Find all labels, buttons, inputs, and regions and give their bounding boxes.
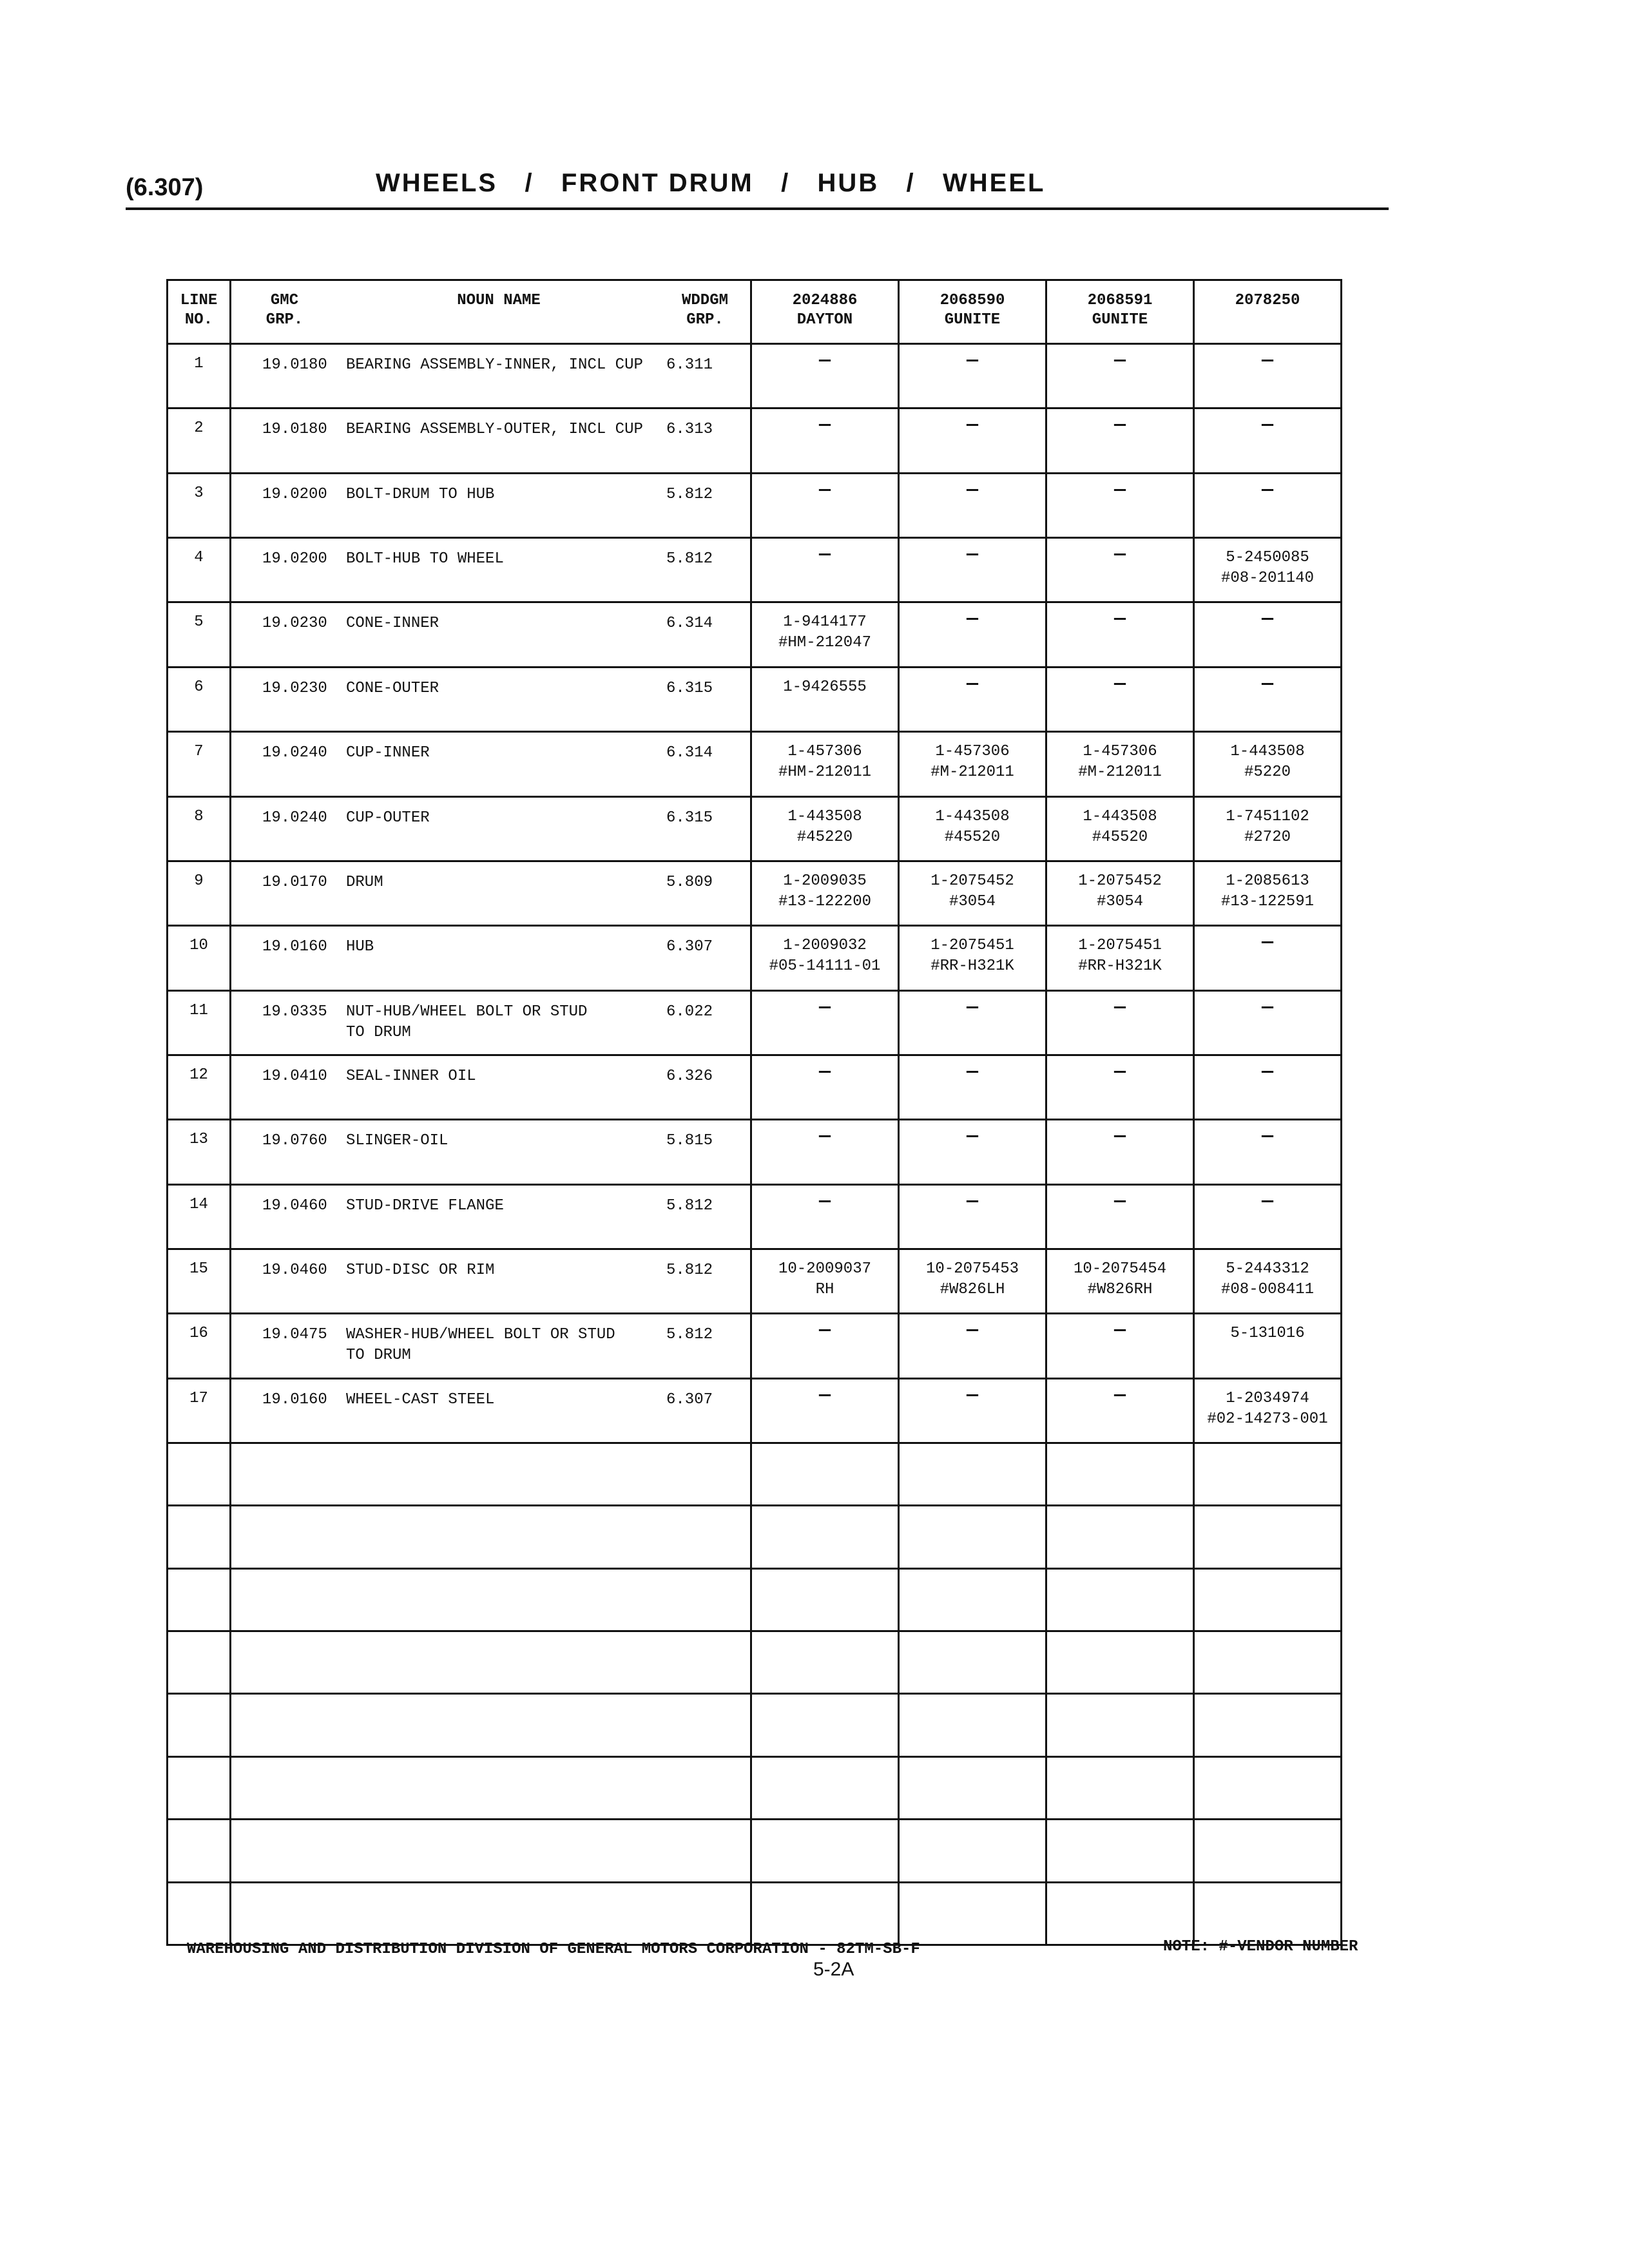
noun-name: STUD-DISC OR RIM — [346, 1262, 495, 1280]
not-applicable-dash: — — [1261, 414, 1273, 437]
part-number-cell — [899, 344, 1046, 408]
part-number-cell — [751, 1120, 899, 1184]
table-row — [168, 473, 1342, 537]
not-applicable-dash: — — [818, 1061, 831, 1083]
part-number-cell — [1046, 1249, 1194, 1314]
gmc-group: 19.0475 — [262, 1326, 327, 1344]
part-number-cell — [899, 667, 1046, 731]
noun-name: CUP-INNER — [346, 744, 430, 762]
line-number: 2 — [194, 419, 204, 437]
not-applicable-dash: — — [818, 1384, 831, 1407]
line-number-cell — [168, 602, 231, 667]
part-number-cell — [1046, 1120, 1194, 1184]
table-row — [168, 1378, 1342, 1443]
noun-name: CONE-OUTER — [346, 679, 439, 697]
part-number-cell — [1046, 861, 1194, 925]
not-applicable-dash: — — [818, 350, 831, 372]
part-number-cell — [1046, 344, 1194, 408]
table-header-row — [168, 280, 1342, 344]
line-number: 16 — [189, 1325, 208, 1343]
page-header — [126, 162, 1389, 214]
not-applicable-dash: — — [966, 479, 978, 501]
wddgm-group: 5.815 — [666, 1132, 713, 1150]
page-number: 5-2A — [813, 1959, 854, 1980]
wddgm-group: 6.307 — [666, 1390, 713, 1408]
table-row — [168, 1184, 1342, 1249]
description-cell — [231, 1314, 751, 1378]
line-number: 1 — [194, 355, 204, 372]
not-applicable-dash: — — [818, 544, 831, 566]
table-row — [168, 732, 1342, 796]
part-number-cell — [751, 1055, 899, 1119]
part-number: 1-9426555 — [783, 678, 867, 696]
line-number: 8 — [194, 807, 204, 825]
part-number: 1-443508 #45520 — [1083, 807, 1157, 846]
part-number-cell — [1046, 473, 1194, 537]
line-number: 3 — [194, 484, 204, 502]
not-applicable-dash: — — [818, 1320, 831, 1342]
table-row — [168, 990, 1342, 1055]
part-number-cell — [751, 602, 899, 667]
line-number-cell — [168, 1249, 231, 1314]
not-applicable-dash: — — [966, 996, 978, 1019]
part-number-cell — [899, 796, 1046, 861]
gmc-group: 19.0230 — [262, 679, 327, 697]
wddgm-group: 5.812 — [666, 550, 713, 568]
part-number: 1-2075451 #RR-H321K — [930, 937, 1014, 975]
wddgm-group: 5.809 — [666, 873, 713, 891]
part-number: 1-2075451 #RR-H321K — [1078, 937, 1162, 975]
part-number-cell — [751, 1184, 899, 1249]
part-number-cell — [1046, 732, 1194, 796]
table-row — [168, 1120, 1342, 1184]
gmc-group: 19.0460 — [262, 1262, 327, 1280]
part-number-cell — [1194, 990, 1342, 1055]
part-number: 1-2085613 #13-122591 — [1220, 872, 1315, 910]
gmc-group: 19.0240 — [262, 744, 327, 762]
description-cell — [231, 1184, 751, 1249]
col-header-part-2024886: 2024886 DAYTON — [751, 280, 899, 344]
table-row — [168, 602, 1342, 667]
part-number: 1-443508 #45520 — [935, 807, 1010, 846]
part-number: 1-2075452 #3054 — [930, 872, 1014, 910]
part-number: 10-2009037 RH — [778, 1260, 872, 1299]
table-row — [168, 538, 1342, 602]
not-applicable-dash: — — [1113, 544, 1126, 566]
part-number-cell — [751, 344, 899, 408]
description-cell — [231, 408, 751, 473]
part-number: 10-2075454 #W826RH — [1073, 1260, 1167, 1299]
gmc-group: 19.0200 — [262, 550, 327, 568]
col-header-noun-name: NOUN NAME — [457, 292, 541, 309]
not-applicable-dash: — — [818, 1190, 831, 1213]
part-number-cell — [899, 861, 1046, 925]
part-number-cell — [899, 732, 1046, 796]
part-number-cell — [899, 990, 1046, 1055]
wddgm-group: 5.812 — [666, 1262, 713, 1280]
wddgm-group: 5.812 — [666, 485, 713, 503]
noun-name: BEARING ASSEMBLY-INNER, INCL CUP — [346, 356, 643, 374]
col-header-part-2068590: 2068590 GUNITE — [899, 280, 1046, 344]
part-number-cell — [1046, 1378, 1194, 1443]
part-number-cell — [899, 1055, 1046, 1119]
part-number-cell — [899, 1184, 1046, 1249]
part-number: 1-457306 #M-212011 — [930, 743, 1014, 782]
noun-name: WHEEL-CAST STEEL — [346, 1390, 495, 1408]
part-number: 1-2009032 #05-14111-01 — [769, 937, 881, 975]
noun-name: WASHER-HUB/WHEEL BOLT OR STUD TO DRUM — [346, 1326, 615, 1365]
line-number-cell — [168, 732, 231, 796]
description-cell — [231, 344, 751, 408]
part-number: 1-443508 #45220 — [787, 807, 862, 846]
wddgm-group: 6.326 — [666, 1067, 713, 1085]
description-cell — [231, 796, 751, 861]
part-number-cell — [751, 408, 899, 473]
description-cell — [231, 732, 751, 796]
part-number-cell — [1046, 796, 1194, 861]
line-number: 6 — [194, 678, 204, 696]
not-applicable-dash: — — [1113, 479, 1126, 501]
not-applicable-dash: — — [966, 1320, 978, 1342]
not-applicable-dash: — — [966, 350, 978, 372]
wddgm-group: 6.315 — [666, 679, 713, 697]
part-number-cell — [1194, 1249, 1342, 1314]
noun-name: DRUM — [346, 873, 383, 891]
noun-name: NUT-HUB/WHEEL BOLT OR STUD TO DRUM — [346, 1003, 588, 1041]
part-number: 1-457306 #M-212011 — [1078, 743, 1162, 782]
part-number-cell — [1046, 1055, 1194, 1119]
part-number-cell — [1194, 861, 1342, 925]
line-number: 5 — [194, 613, 204, 631]
gmc-group: 19.0200 — [262, 485, 327, 503]
description-cell — [231, 1120, 751, 1184]
not-applicable-dash: — — [966, 544, 978, 566]
not-applicable-dash: — — [966, 673, 978, 695]
col-header-wddgm-grp: WDDGM GRP. — [681, 292, 728, 329]
empty-row — [168, 1568, 1342, 1631]
line-number-cell — [168, 1378, 231, 1443]
not-applicable-dash: — — [818, 414, 831, 437]
empty-row — [168, 1820, 1342, 1882]
gmc-group: 19.0460 — [262, 1196, 327, 1215]
part-number: 5-2450085 #08-201140 — [1220, 549, 1315, 588]
gmc-group: 19.0160 — [262, 1390, 327, 1408]
line-number: 14 — [189, 1195, 208, 1213]
table-row — [168, 667, 1342, 731]
line-number: 12 — [189, 1066, 208, 1084]
noun-name: STUD-DRIVE FLANGE — [346, 1196, 504, 1215]
gmc-group: 19.0180 — [262, 421, 327, 439]
part-number: 5-2443312 #08-008411 — [1220, 1260, 1315, 1299]
part-number-cell — [899, 1314, 1046, 1378]
line-number: 11 — [189, 1001, 208, 1019]
table-row — [168, 344, 1342, 408]
col-header-part-2068591: 2068591 GUNITE — [1046, 280, 1194, 344]
section-number: (6.307) — [126, 174, 204, 201]
wddgm-group: 6.315 — [666, 809, 713, 827]
part-number-cell — [1194, 602, 1342, 667]
wddgm-group: 6.313 — [666, 421, 713, 439]
part-number: 1-7451102 #2720 — [1226, 807, 1309, 846]
noun-name: SEAL-INNER OIL — [346, 1067, 476, 1085]
part-number-cell — [751, 1378, 899, 1443]
noun-name: BOLT-HUB TO WHEEL — [346, 550, 504, 568]
col-header-part-2078250: 2078250 — [1194, 280, 1342, 344]
part-number-cell — [899, 1249, 1046, 1314]
part-number-cell — [1194, 1378, 1342, 1443]
not-applicable-dash: — — [966, 1190, 978, 1213]
line-number-cell — [168, 1184, 231, 1249]
part-number-cell — [1194, 667, 1342, 731]
part-number-cell — [751, 1249, 899, 1314]
part-number-cell — [1194, 1120, 1342, 1184]
gmc-group: 19.0160 — [262, 938, 327, 956]
gmc-group: 19.0230 — [262, 615, 327, 633]
table-row — [168, 1314, 1342, 1378]
noun-name: CONE-INNER — [346, 615, 439, 633]
wddgm-group: 5.812 — [666, 1326, 713, 1344]
line-number-cell — [168, 1055, 231, 1119]
parts-table — [166, 279, 1342, 1946]
not-applicable-dash: — — [1113, 1061, 1126, 1083]
line-number-cell — [168, 667, 231, 731]
wddgm-group: 5.812 — [666, 1196, 713, 1215]
line-number: 9 — [194, 872, 204, 890]
not-applicable-dash: — — [1113, 673, 1126, 695]
line-number-cell — [168, 344, 231, 408]
empty-row — [168, 1882, 1342, 1945]
not-applicable-dash: — — [966, 1061, 978, 1083]
line-number: 4 — [194, 549, 204, 567]
description-cell — [231, 1249, 751, 1314]
part-number-cell — [751, 538, 899, 602]
table-row — [168, 861, 1342, 925]
noun-name: SLINGER-OIL — [346, 1132, 448, 1150]
noun-name: BOLT-DRUM TO HUB — [346, 485, 495, 503]
gmc-group: 19.0180 — [262, 356, 327, 374]
part-number-cell — [899, 926, 1046, 990]
not-applicable-dash: — — [966, 1126, 978, 1148]
not-applicable-dash: — — [1113, 1384, 1126, 1407]
not-applicable-dash: — — [818, 1126, 831, 1148]
line-number-cell — [168, 796, 231, 861]
line-number: 13 — [189, 1131, 208, 1149]
part-number: 10-2075453 #W826LH — [925, 1260, 1019, 1299]
col-header-description — [231, 280, 751, 344]
part-number-cell — [751, 926, 899, 990]
part-number-cell — [899, 473, 1046, 537]
not-applicable-dash: — — [1113, 414, 1126, 437]
not-applicable-dash: — — [1113, 1320, 1126, 1342]
part-number-cell — [1194, 1314, 1342, 1378]
part-number-cell — [899, 538, 1046, 602]
part-number-cell — [1046, 990, 1194, 1055]
line-number-cell — [168, 473, 231, 537]
not-applicable-dash: — — [1113, 608, 1126, 631]
part-number-cell — [1046, 602, 1194, 667]
not-applicable-dash: — — [1261, 673, 1273, 695]
description-cell — [231, 667, 751, 731]
part-number-cell — [751, 473, 899, 537]
part-number-cell — [1194, 796, 1342, 861]
not-applicable-dash: — — [1113, 1126, 1126, 1148]
description-cell — [231, 473, 751, 537]
line-number-cell — [168, 861, 231, 925]
line-number: 17 — [189, 1389, 208, 1407]
part-number-cell — [1194, 1184, 1342, 1249]
not-applicable-dash: — — [1113, 996, 1126, 1019]
empty-row — [168, 1631, 1342, 1694]
part-number-cell — [1046, 1184, 1194, 1249]
description-cell — [231, 926, 751, 990]
line-number-cell — [168, 926, 231, 990]
line-number-cell — [168, 408, 231, 473]
footer-publisher: WAREHOUSING AND DISTRIBUTION DIVISION OF GENERAL MOTORS CORPORATION - 82TM-SB-F — [187, 1941, 920, 1958]
line-number-cell — [168, 1314, 231, 1378]
part-number-cell — [1046, 926, 1194, 990]
part-number-cell — [751, 796, 899, 861]
part-number: 5-131016 — [1230, 1325, 1305, 1343]
not-applicable-dash: — — [966, 608, 978, 631]
not-applicable-dash: — — [1261, 1190, 1273, 1213]
part-number-cell — [1046, 667, 1194, 731]
part-number-cell — [751, 732, 899, 796]
col-header-gmc-grp: GMC GRP. — [265, 292, 304, 329]
col-header-line-no: LINE NO. — [168, 280, 231, 344]
part-number-cell — [1046, 408, 1194, 473]
table-row — [168, 1055, 1342, 1119]
not-applicable-dash: — — [1113, 350, 1126, 372]
part-number-cell — [1194, 473, 1342, 537]
part-number-cell — [899, 408, 1046, 473]
noun-name: CUP-OUTER — [346, 809, 430, 827]
page-title: WHEELS / FRONT DRUM / HUB / WHEEL — [376, 169, 1046, 197]
part-number-cell — [1194, 926, 1342, 990]
not-applicable-dash: — — [1261, 1061, 1273, 1083]
part-number-cell — [899, 602, 1046, 667]
part-number: 1-9414177 #HM-212047 — [778, 613, 872, 652]
line-number-cell — [168, 538, 231, 602]
wddgm-group: 6.307 — [666, 938, 713, 956]
not-applicable-dash: — — [1261, 932, 1273, 954]
line-number: 7 — [194, 743, 204, 761]
wddgm-group: 6.311 — [666, 356, 713, 374]
not-applicable-dash: — — [1113, 1190, 1126, 1213]
part-number-cell — [1194, 732, 1342, 796]
line-number: 15 — [189, 1260, 208, 1278]
part-number-cell — [751, 1314, 899, 1378]
description-cell — [231, 1055, 751, 1119]
table-row — [168, 1249, 1342, 1314]
empty-row — [168, 1756, 1342, 1819]
part-number: 1-2034974 #02-14273-001 — [1207, 1389, 1328, 1428]
not-applicable-dash: — — [1261, 479, 1273, 501]
line-number-cell — [168, 990, 231, 1055]
part-number: 1-457306 #HM-212011 — [778, 743, 872, 782]
header-divider — [126, 207, 1389, 210]
part-number: 1-443508 #5220 — [1230, 743, 1305, 782]
description-cell — [231, 861, 751, 925]
part-number-cell — [1194, 1055, 1342, 1119]
wddgm-group: 6.022 — [666, 1003, 713, 1021]
gmc-group: 19.0760 — [262, 1132, 327, 1150]
table-body — [168, 344, 1342, 1945]
part-number-cell — [1046, 1314, 1194, 1378]
part-number-cell — [899, 1378, 1046, 1443]
footer-note: NOTE: #-VENDOR NUMBER — [1163, 1938, 1358, 1956]
line-number: 10 — [189, 937, 208, 955]
description-cell — [231, 1378, 751, 1443]
description-cell — [231, 990, 751, 1055]
part-number-cell — [1194, 408, 1342, 473]
description-cell — [231, 602, 751, 667]
table-row — [168, 796, 1342, 861]
part-number-cell — [1046, 538, 1194, 602]
table-row — [168, 408, 1342, 473]
not-applicable-dash: — — [1261, 350, 1273, 372]
gmc-group: 19.0240 — [262, 809, 327, 827]
empty-row — [168, 1506, 1342, 1568]
table-row — [168, 926, 1342, 990]
noun-name: HUB — [346, 938, 374, 956]
part-number-cell — [751, 990, 899, 1055]
not-applicable-dash: — — [1261, 1126, 1273, 1148]
not-applicable-dash: — — [818, 479, 831, 501]
wddgm-group: 6.314 — [666, 744, 713, 762]
empty-row — [168, 1443, 1342, 1506]
not-applicable-dash: — — [818, 996, 831, 1019]
part-number-cell — [751, 861, 899, 925]
not-applicable-dash: — — [966, 414, 978, 437]
part-number: 1-2009035 #13-122200 — [778, 872, 872, 910]
gmc-group: 19.0410 — [262, 1067, 327, 1085]
part-number-cell — [899, 1120, 1046, 1184]
line-number-cell — [168, 1120, 231, 1184]
gmc-group: 19.0335 — [262, 1003, 327, 1021]
part-number: 1-2075452 #3054 — [1078, 872, 1162, 910]
noun-name: BEARING ASSEMBLY-OUTER, INCL CUP — [346, 421, 643, 439]
description-cell — [231, 538, 751, 602]
empty-row — [168, 1694, 1342, 1756]
not-applicable-dash: — — [966, 1384, 978, 1407]
not-applicable-dash: — — [1261, 996, 1273, 1019]
wddgm-group: 6.314 — [666, 615, 713, 633]
part-number-cell — [1194, 344, 1342, 408]
part-number-cell — [1194, 538, 1342, 602]
not-applicable-dash: — — [1261, 608, 1273, 631]
part-number-cell — [751, 667, 899, 731]
gmc-group: 19.0170 — [262, 873, 327, 891]
